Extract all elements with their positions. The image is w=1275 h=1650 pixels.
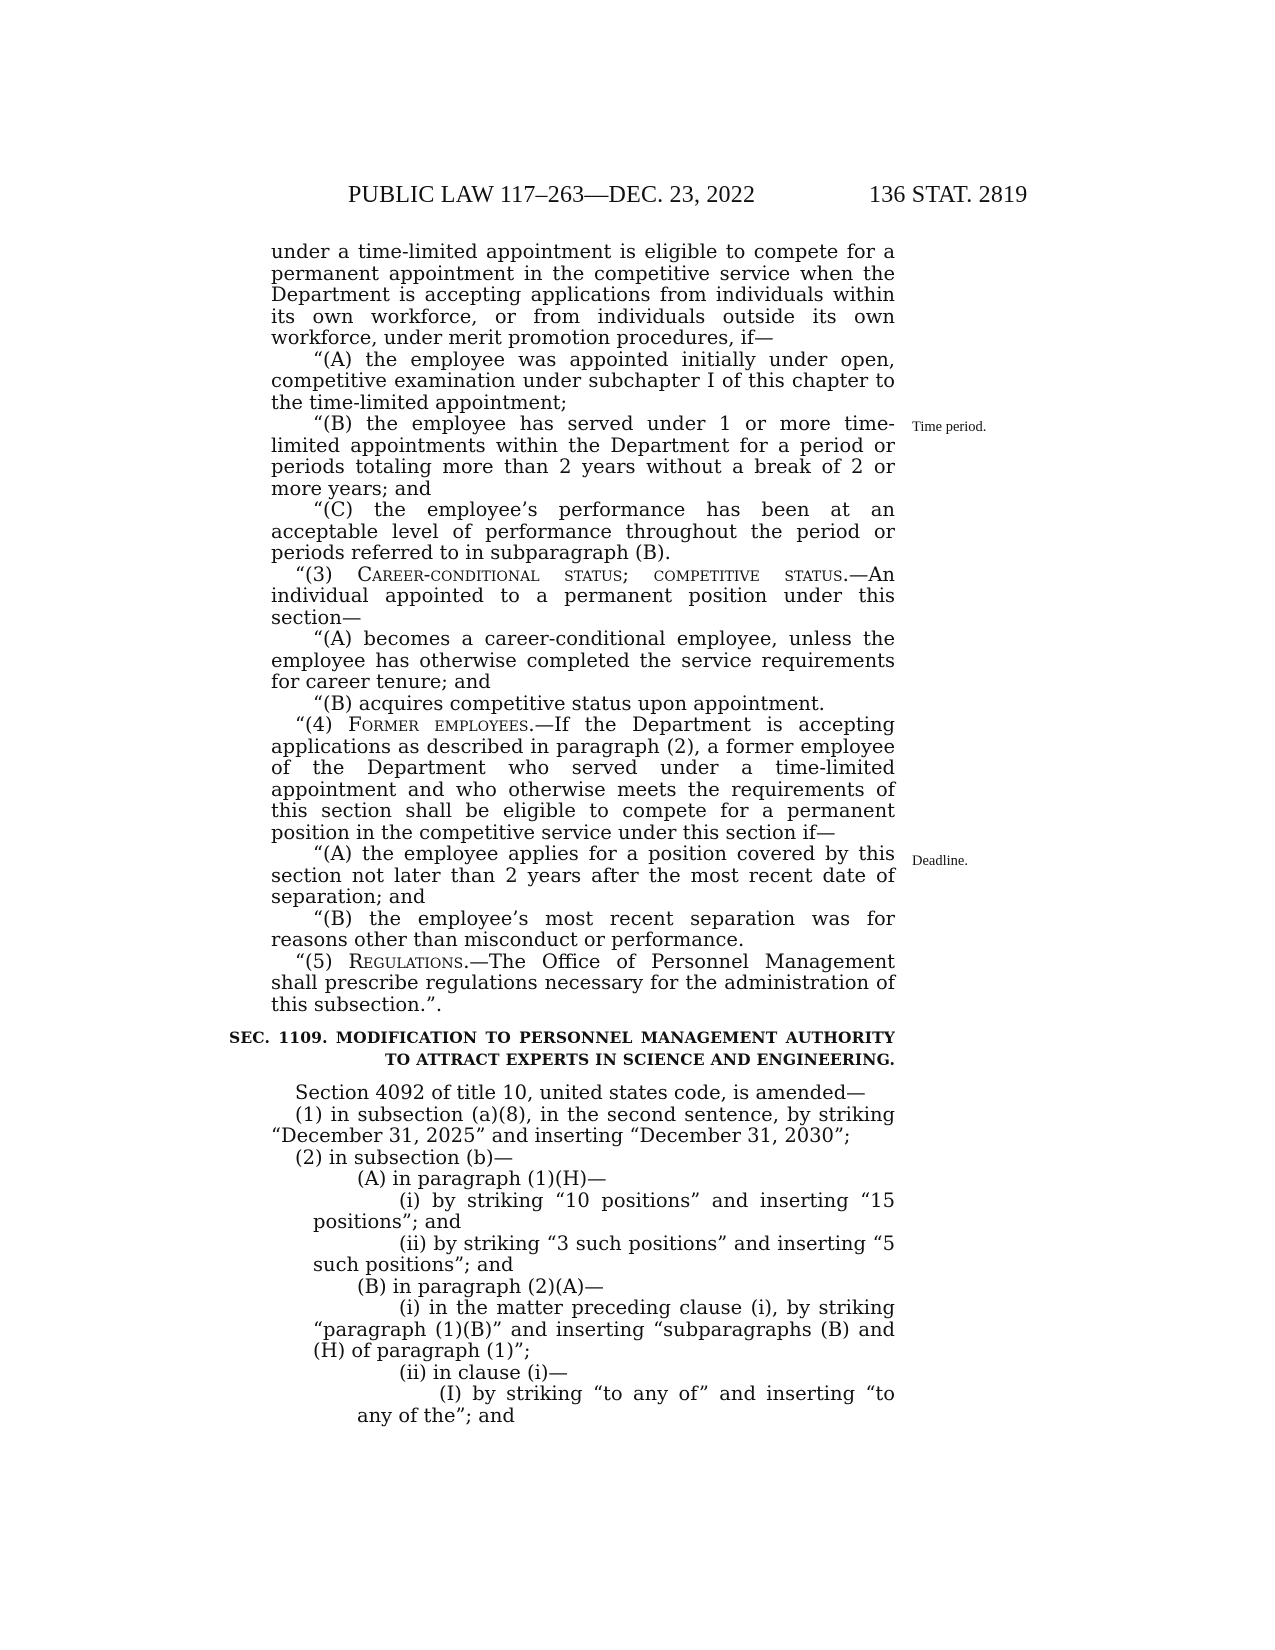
running-header-law-citation: PUBLIC LAW 117–263—DEC. 23, 2022	[348, 182, 756, 208]
amendment-2A: (A) in paragraph (1)(H)—	[357, 1167, 607, 1190]
paragraph-4-heading: Former employees.	[348, 713, 535, 736]
subparagraph-3b: “(B) acquires competitive status upon appointment.	[313, 691, 825, 715]
amendment-2A-ii: (ii) by striking “3 such positions” and inserting “5 such positions”; and	[313, 1231, 895, 1276]
amendment-2A-i: (i) by striking “10 positions” and inserting “15 positions”; and	[313, 1188, 895, 1233]
section-heading: SEC. 1109. MODIFICATION TO PERSONNEL MANAGEMENT AUTHORITY TO ATTRACT EXPERTS IN SCIENCE AND ENGINEERING.	[229, 1028, 895, 1069]
amendment-2B: (B) in paragraph (2)(A)—	[357, 1274, 604, 1298]
paragraph-3-number: “(3)	[295, 562, 358, 586]
subparagraph-3a: “(A) becomes a career-conditional employee, unless the employee has otherwise completed the service requirements for career tenure; and	[271, 627, 895, 693]
paragraph-5	[271, 951, 895, 1016]
margin-note-deadline: Deadline.	[912, 853, 968, 869]
subparagraph-2b: “(B) the employee has served under 1 or more time-limited appointments within the Department for a period or periods totaling more than 2 years without a break of 2 or more years; and	[271, 412, 895, 500]
subparagraph-2a: “(A) the employee was appointed initially under open, competitive examination under subchapter I of this chapter to the time-limited appointment;	[271, 347, 895, 414]
subparagraph-4a: “(A) the employee applies for a position covered by this section not later than 2 years after the most recent date of separation; and	[271, 842, 895, 908]
paragraph-5-number: “(5)	[295, 949, 349, 973]
amendment-2B-i: (i) in the matter preceding clause (i), by striking “paragraph (1)(B)” and inserting “subparagraphs (B) and (H) of paragraph (1)”;	[313, 1296, 895, 1362]
paragraph-4-number: “(4)	[295, 713, 349, 736]
subparagraph-4b: “(B) the employee’s most recent separation was for reasons other than misconduct or performance.	[271, 906, 895, 951]
paragraph-4-body: —If the Department is accepting applications as described in paragraph (2), a former employee of the Department who served under a time-limited appointment and who otherwise meets the requirements of this section shall be eligible to compete for a permanent position in the competitive service under this section if—	[271, 713, 895, 844]
amendment-1: (1) in subsection (a)(8), in the second sentence, by striking “December 31, 2025” and inserting “December 31, 2030”;	[271, 1102, 895, 1147]
paragraph-3-heading: Career-conditional status; competitive status.	[357, 562, 849, 586]
amendment-2B-ii-I: (I) by striking “to any of” and inserting “to any of the”; and	[357, 1382, 895, 1427]
paragraph-5-heading: Regulations.	[348, 949, 470, 973]
paragraph-3-body: —An individual appointed to a permanent position under this section—	[271, 562, 895, 629]
amendment-2B-ii: (ii) in clause (i)—	[399, 1360, 568, 1384]
paragraph-3	[271, 564, 895, 629]
amendment-2: (2) in subsection (b)—	[295, 1145, 514, 1169]
paragraph-5-body: —The Office of Personnel Management shall prescribe regulations necessary for the administration of this subsection.”.	[271, 949, 895, 1016]
running-header-stat-page: 136 STAT. 2819	[869, 182, 1028, 208]
margin-note-time-period: Time period.	[912, 419, 987, 435]
section-intro: Section 4092 of title 10, united states code, is amended—	[295, 1081, 866, 1104]
subparagraph-2c: “(C) the employee’s performance has been at an acceptable level of performance throughout the period or periods referred to in subparagraph (B).	[271, 498, 895, 564]
paragraph-intro: under a time-limited appointment is eligible to compete for a permanent appointment in the competitive service when the Department is accepting applications from individuals within its own workforce, or from individuals outside its own workforce, under merit promotion procedures, if—	[271, 240, 895, 349]
document-body	[229, 240, 895, 1427]
paragraph-4	[271, 714, 895, 843]
